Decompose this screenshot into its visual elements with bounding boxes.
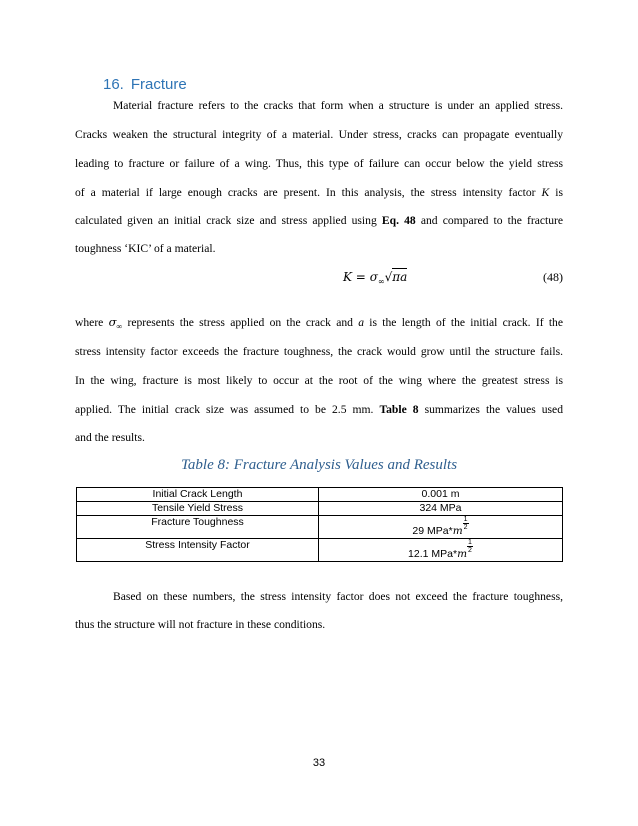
- equation-48: [75, 270, 563, 288]
- paragraph-1-line-3: leading to fracture or failure of a wing. Thus, this type of failure can occur below the yield stress: [75, 157, 563, 170]
- table-cell-value: [319, 539, 563, 562]
- unit-exponent: [467, 539, 473, 554]
- exponent-denominator: 2: [463, 524, 468, 531]
- paragraph-3-line-1: Based on these numbers, the stress intensity factor does not exceed the fracture toughness,: [113, 590, 563, 603]
- paragraph-1-line-6: toughness ‘KIC’ of a material.: [75, 242, 216, 255]
- table-cell-value: [319, 516, 563, 539]
- equation-reference: Eq. 48: [381, 214, 416, 227]
- table-cell-label: Fracture Toughness: [77, 516, 319, 539]
- table-cell-label: Initial Crack Length: [77, 488, 319, 502]
- value-number: 12.1 MPa*: [408, 548, 458, 560]
- paragraph-2-line-3: In the wing, fracture is most likely to occur at the root of the wing where the greatest stress is: [75, 374, 563, 387]
- equation-sigma: σ: [369, 270, 378, 284]
- table-row: [77, 488, 563, 502]
- variable-a: a: [358, 316, 365, 329]
- paragraph-1-line-5-text: calculated given an initial crack size and stress applied using: [75, 214, 377, 227]
- results-table: [76, 487, 563, 562]
- table-row: [77, 502, 563, 516]
- equation-lhs: K: [343, 270, 352, 284]
- paragraph-1-line-5-end: and compared to the fracture: [420, 214, 564, 227]
- table-caption: Table 8: Fracture Analysis Values and Results: [180, 457, 458, 473]
- paragraph-2-line-1-start: where: [75, 316, 104, 329]
- paragraph-1-line-4-text: of a material if large enough cracks are present. In this analysis, the stress intensity factor: [75, 186, 536, 199]
- equation-formula: [343, 270, 407, 286]
- section-heading: [103, 76, 187, 93]
- table-cell-value: 0.001 m: [319, 488, 563, 502]
- unit-exponent: [463, 516, 469, 531]
- exponent-numerator: 1: [468, 539, 472, 546]
- paragraph-1-line-4-end: is: [555, 186, 563, 199]
- section-title: Fracture: [130, 76, 187, 93]
- equation-sigma-sub: ∞: [377, 277, 385, 286]
- paragraph-2-line-5: and the results.: [75, 431, 145, 444]
- paragraph-3-line-2: thus the structure will not fracture in these conditions.: [75, 618, 326, 631]
- paragraph-1-line-5: [75, 214, 563, 228]
- equation-radicand: πa: [392, 270, 408, 284]
- exponent-numerator: 1: [463, 516, 468, 523]
- paragraph-1-line-4: [75, 186, 563, 200]
- table-cell-value: 324 MPa: [319, 502, 563, 516]
- sigma-symbol: σ: [108, 315, 117, 329]
- page-number: 33: [312, 757, 326, 769]
- paragraph-2-line-4-end: summarizes the values used: [424, 403, 563, 416]
- equation-equals: =: [355, 270, 366, 284]
- paragraph-2-line-1-mid: represents the stress applied on the crack and: [127, 316, 353, 329]
- paragraph-2-line-1: [75, 315, 563, 334]
- paragraph-2-line-4-text: applied. The initial crack size was assumed to be 2.5 mm.: [75, 403, 374, 416]
- paragraph-2-line-2: stress intensity factor exceeds the fracture toughness, the crack would grow until the structure fails.: [75, 345, 563, 358]
- variable-k: K: [541, 186, 550, 199]
- paragraph-1-line-1: Material fracture refers to the cracks that form when a structure is under an applied stress.: [113, 99, 563, 112]
- sigma-subscript: ∞: [116, 322, 123, 331]
- exponent-denominator: 2: [468, 547, 472, 554]
- paragraph-1-line-2: Cracks weaken the structural integrity of a material. Under stress, cracks can propagate eventually: [75, 128, 563, 141]
- table-cell-label: Tensile Yield Stress: [77, 502, 319, 516]
- paragraph-2-line-1-end: is the length of the initial crack. If the: [369, 316, 563, 329]
- equation-sqrt: √: [384, 270, 393, 284]
- value-number: 29 MPa*: [412, 525, 453, 537]
- unit-symbol: m: [457, 548, 468, 560]
- table-cell-label: Stress Intensity Factor: [77, 539, 319, 562]
- equation-number: (48): [543, 270, 563, 284]
- table-row: [77, 516, 563, 539]
- paragraph-2-line-4: [75, 403, 563, 417]
- section-number: 16.: [103, 76, 124, 93]
- unit-symbol: m: [452, 525, 463, 537]
- table-row: [77, 539, 563, 562]
- table-reference: Table 8: [379, 403, 419, 416]
